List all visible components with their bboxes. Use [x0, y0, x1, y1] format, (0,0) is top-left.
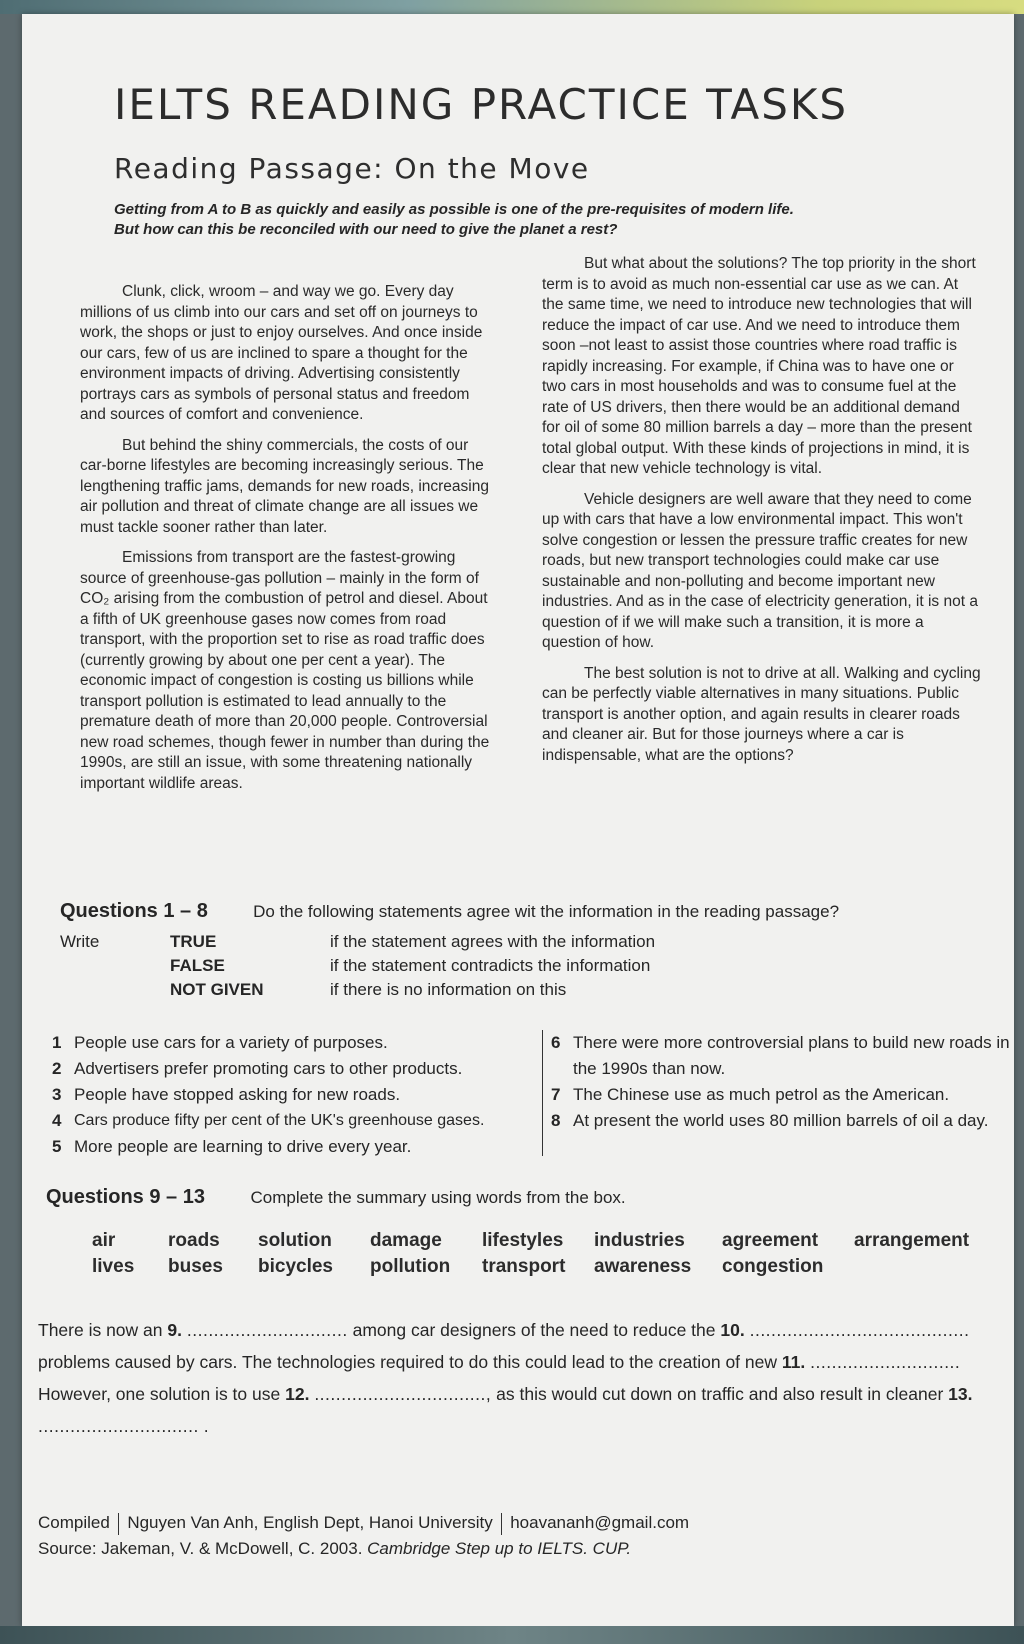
passage-column-right	[542, 254, 982, 776]
statement-text: More people are learning to drive every year.	[74, 1137, 412, 1156]
statement-number: 3	[52, 1085, 62, 1104]
blank-number-11: 11.	[781, 1352, 806, 1372]
word-box-item: air	[92, 1230, 116, 1251]
background-bottom-edge	[0, 1626, 1024, 1644]
word-box-item: pollution	[370, 1256, 451, 1277]
passage-paragraph: But behind the shiny commercials, the costs of our car-borne lifestyles are becoming increasingly serious. The lengthening traffic jams, demands for new roads, increasing air pollution and threat of climate change are all issues we must tackle sooner rather than later.	[80, 436, 489, 536]
questions-9-13-instruction: Complete the summary using words from the box.	[250, 1188, 626, 1207]
summary-segment: .	[203, 1416, 209, 1436]
statement-text: There were more controversial plans to build new roads in the 1990s than now.	[573, 1033, 1010, 1078]
answer-key-meaning: if the statement contradicts the information	[330, 956, 651, 975]
word-box-item: lives	[92, 1256, 135, 1277]
statement-text: Advertisers prefer promoting cars to other products.	[74, 1059, 463, 1078]
word-box-item: awareness	[594, 1256, 692, 1277]
answer-key-term: FALSE	[170, 956, 225, 975]
answer-key-row	[60, 930, 655, 954]
summary-segment: problems caused by cars. The technologies required to do this could lead to the creation of new	[38, 1352, 778, 1372]
word-box-item: roads	[168, 1230, 220, 1251]
statement-number: 5	[52, 1137, 62, 1156]
answer-key-term: TRUE	[170, 932, 217, 951]
statement-text: People use cars for a variety of purposes.	[74, 1033, 388, 1052]
blank-number-9: 9.	[167, 1320, 182, 1340]
write-label: Write	[60, 932, 100, 951]
passage-paragraph: The best solution is not to drive at all. Walking and cycling can be perfectly viable alternatives in many situations. Public transport is another option, and again results in clearer roads and cleaner air. But for those journeys where a car is indispensable, what are the options?	[542, 664, 981, 764]
questions-9-13-header	[46, 1186, 626, 1209]
intro-line-2: But how can this be reconciled with our need to give the planet a rest?	[114, 221, 618, 238]
answer-key-meaning: if there is no information on this	[330, 980, 567, 999]
compiled-label: Compiled	[38, 1513, 110, 1532]
word-box-item: agreement	[722, 1230, 819, 1251]
answer-blank-13[interactable]: ..............................	[38, 1416, 199, 1436]
answer-blank-10[interactable]: .........................................	[749, 1320, 970, 1340]
summary-segment: However, one solution is to use	[38, 1384, 281, 1404]
questions-1-8-header	[60, 900, 990, 923]
word-box-item: congestion	[722, 1256, 824, 1277]
author-text: Nguyen Van Anh, English Dept, Hanoi University	[127, 1513, 493, 1532]
word-box-item: transport	[482, 1256, 566, 1277]
statement-number: 1	[52, 1033, 62, 1052]
source-line	[38, 1536, 998, 1562]
divider	[118, 1513, 120, 1535]
statement-item	[551, 1082, 1011, 1108]
statement-item	[52, 1082, 512, 1108]
statement-text: People have stopped asking for new roads.	[74, 1085, 401, 1104]
summary-segment: among car designers of the need to reduce the	[352, 1320, 716, 1340]
word-box-item: buses	[168, 1256, 223, 1277]
answer-key-term: NOT GIVEN	[170, 980, 264, 999]
word-box-item: solution	[258, 1230, 332, 1251]
summary-segment: as this would cut down on traffic and also result in cleaner	[496, 1384, 944, 1404]
word-box	[92, 1228, 969, 1280]
source-title: Cambridge Step up to IELTS. CUP.	[367, 1539, 632, 1558]
email-text: hoavananh@gmail.com	[510, 1513, 690, 1532]
passage-paragraph: Clunk, click, wroom – and way we go. Every day millions of us climb into our cars and set off on journeys to work, the shops or just to enjoy ourselves. And once inside our cars, few of us are inclined to spare a thought for the environment impacts of driving. Advertising consistently portrays cars as symbols of personal status and freedom and sources of comfort and convenience.	[80, 283, 483, 423]
intro-line-1: Getting from A to B as quickly and easily as possible is one of the pre-requisites of modern life.	[114, 201, 794, 218]
page-title: IELTS READING PRACTICE TASKS	[114, 80, 849, 129]
word-box-item: damage	[370, 1230, 442, 1251]
answer-key-legend	[60, 930, 655, 1002]
statement-number: 6	[551, 1033, 561, 1052]
word-box-row	[92, 1254, 969, 1280]
statement-item	[52, 1030, 512, 1056]
passage-paragraph: Vehicle designers are well aware that they need to come up with cars that have a low environmental impact. This won't solve congestion or lessen the pressure traffic creates for new roads, but new transport technologies could make car use sustainable and non-polluting and become important new industries. And as in the case of electricity generation, it is not a question of if we will make such a transition, it is more a question of how.	[542, 490, 978, 651]
statement-text: The Chinese use as much petrol as the American.	[573, 1085, 950, 1104]
answer-key-row	[60, 978, 655, 1002]
word-box-item: bicycles	[258, 1256, 333, 1277]
statement-item	[52, 1056, 512, 1082]
passage-paragraph: Emissions from transport are the fastest-growing source of greenhouse-gas pollution – mainly in the form of CO₂ arising from the combustion of petrol and diesel. About a fifth of UK greenhouse gases now comes from road transport, with the proportion set to rise as road traffic does (currently growing by about one per cent a year). The economic impact of congestion is costing us billions while transport pollution is estimated to lead annually to the premature death of more than 20,000 people. Controversial new road schemes, though fewer in number than during the 1990s, are still an issue, with some threatening nationally important wildlife areas.	[80, 549, 490, 792]
statement-number: 2	[52, 1059, 62, 1078]
statement-number: 7	[551, 1085, 561, 1104]
statement-item	[52, 1108, 512, 1134]
background-top-edge	[0, 0, 1024, 14]
worksheet-page	[22, 14, 1014, 1626]
answer-key-row	[60, 954, 655, 978]
answer-key-meaning: if the statement agrees with the information	[330, 932, 656, 951]
statement-number: 4	[52, 1111, 62, 1130]
questions-1-8-instruction: Do the following statements agree wit the information in the reading passage?	[253, 902, 840, 921]
intro-text	[114, 200, 934, 240]
blank-number-10: 10.	[720, 1320, 745, 1340]
statements-column-right	[542, 1030, 1011, 1156]
footer	[38, 1510, 998, 1562]
statement-item	[551, 1030, 1011, 1082]
statements-column-left	[52, 1030, 512, 1160]
questions-1-8-heading: Questions 1 – 8	[60, 900, 208, 922]
answer-blank-9[interactable]: ..............................	[186, 1320, 348, 1340]
word-box-item: arrangement	[854, 1230, 970, 1251]
source-text: Source: Jakeman, V. & McDowell, C. 2003.	[38, 1539, 363, 1558]
statement-item	[551, 1108, 1011, 1134]
statement-item	[52, 1134, 512, 1160]
divider	[501, 1513, 503, 1535]
blank-number-12: 12.	[285, 1384, 310, 1404]
statement-text: At present the world uses 80 million barrels of oil a day.	[573, 1111, 989, 1130]
answer-blank-11[interactable]: ............................	[810, 1352, 961, 1372]
word-box-item: industries	[594, 1230, 685, 1251]
answer-blank-12[interactable]: ................................,	[314, 1384, 492, 1404]
statement-text: Cars produce fifty per cent of the UK's greenhouse gases.	[74, 1112, 485, 1129]
passage-column-left	[80, 282, 498, 804]
passage-paragraph: But what about the solutions? The top priority in the short term is to avoid as much non-essential car use as we can. At the same time, we need to introduce new technologies that will reduce the impact of car use. And we need to introduce them soon –not least to assist those countries where road traffic is rapidly increasing. For example, if China was to have one or two cars in most households and was to consume fuel at the rate of US drivers, then there would be an additional demand for oil of some 80 million barrels a day – more than the present total global output. With these kinds of projections in mind, it is clear that new vehicle technology is vital.	[542, 255, 976, 477]
word-box-row	[92, 1228, 969, 1254]
summary-segment: There is now an	[38, 1320, 163, 1340]
summary-text	[38, 1314, 1008, 1442]
blank-number-13: 13.	[948, 1384, 973, 1404]
statement-number: 8	[551, 1111, 561, 1130]
credits-line	[38, 1510, 998, 1536]
questions-9-13-heading: Questions 9 – 13	[46, 1186, 205, 1208]
word-box-item: lifestyles	[482, 1230, 564, 1251]
passage-subtitle: Reading Passage: On the Move	[114, 152, 590, 185]
